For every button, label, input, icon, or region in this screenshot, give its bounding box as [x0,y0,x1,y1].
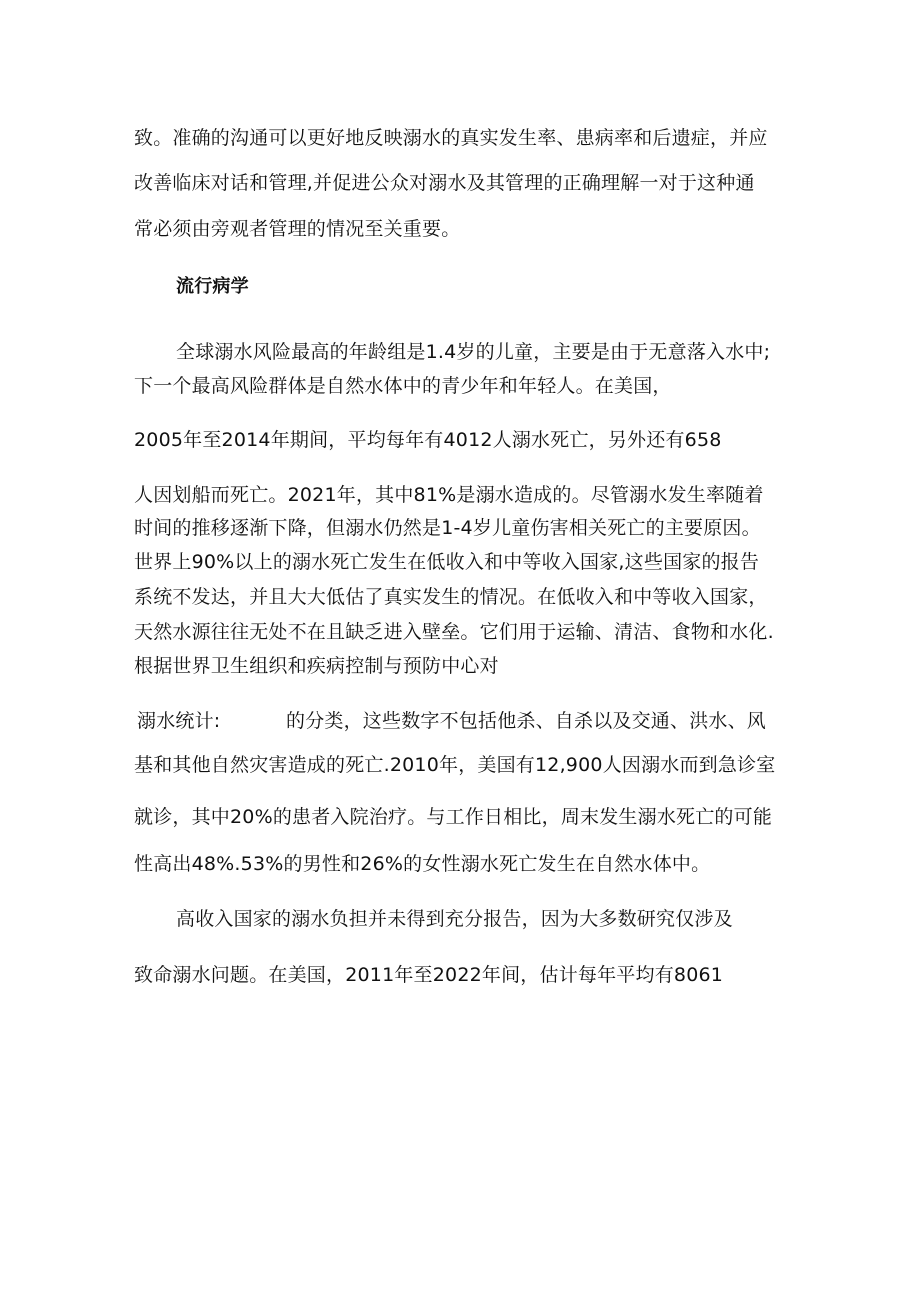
epi-line-1: 全球溺水风险最高的年龄组是1.4岁的儿童，主要是由于无意落入水中; [176,341,771,363]
stats-line-2: 基和其他自然灾害造成的死亡.2010年，美国有12,900人因溺水而到急诊室 [134,754,776,776]
epi-line-9: 根据世界卫生组织和疾病控制与预防中心对 [134,655,499,677]
text-line-3: 常必须由旁观者管理的情况至关重要。 [134,218,461,240]
epi-line-2: 下一个最高风险群体是自然水体中的青少年和年轻人。在美国， [134,375,672,397]
final-line-2: 致命溺水问题。在美国，2011年至2022年间，估计每年平均有8061 [134,964,724,986]
epi-line-5: 时间的推移逐渐下降，但溺水仍然是1-4岁儿童伤害相关死亡的主要原因。 [134,517,761,539]
stats-line-3: 就诊，其中20%的患者入院治疗。与工作日相比，周末发生溺水死亡的可能 [134,806,773,828]
text-line-1: 致。准确的沟通可以更好地反映溺水的真实发生率、患病率和后遗症，并应 [134,127,768,149]
stats-label: 溺水统计: [137,710,221,732]
epi-line-7: 系统不发达，并且大大低估了真实发生的情况。在低收入和中等收入国家， [134,586,768,608]
epi-line-6: 世界上90%以上的溺水死亡发生在低收入和中等收入国家,这些国家的报告 [134,551,760,573]
stats-line-rest: 的分类，这些数字不包括他杀、自杀以及交通、洪水、风 [286,710,767,732]
text-line-2: 改善临床对话和管理,并促进公众对溺水及其管理的正确理解一对于这种通 [134,172,755,194]
section-heading: 流行病学 [176,276,249,297]
final-line-1: 高收入国家的溺水负担并未得到充分报告，因为大多数研究仅涉及 [176,908,733,930]
epi-line-4: 人因划船而死亡。2021年，其中81%是溺水造成的。尽管溺水发生率随着 [134,484,764,506]
epi-line-3: 2005年至2014年期间，平均每年有4012人溺水死亡，另外还有658 [134,429,722,451]
epi-line-8: 天然水源往往无处不在且缺乏进入壁垒。它们用于运输、清洁、食物和水化. [134,621,774,643]
stats-line-4: 性高出48%.53%的男性和26%的女性溺水死亡发生在自然水体中。 [134,853,711,875]
